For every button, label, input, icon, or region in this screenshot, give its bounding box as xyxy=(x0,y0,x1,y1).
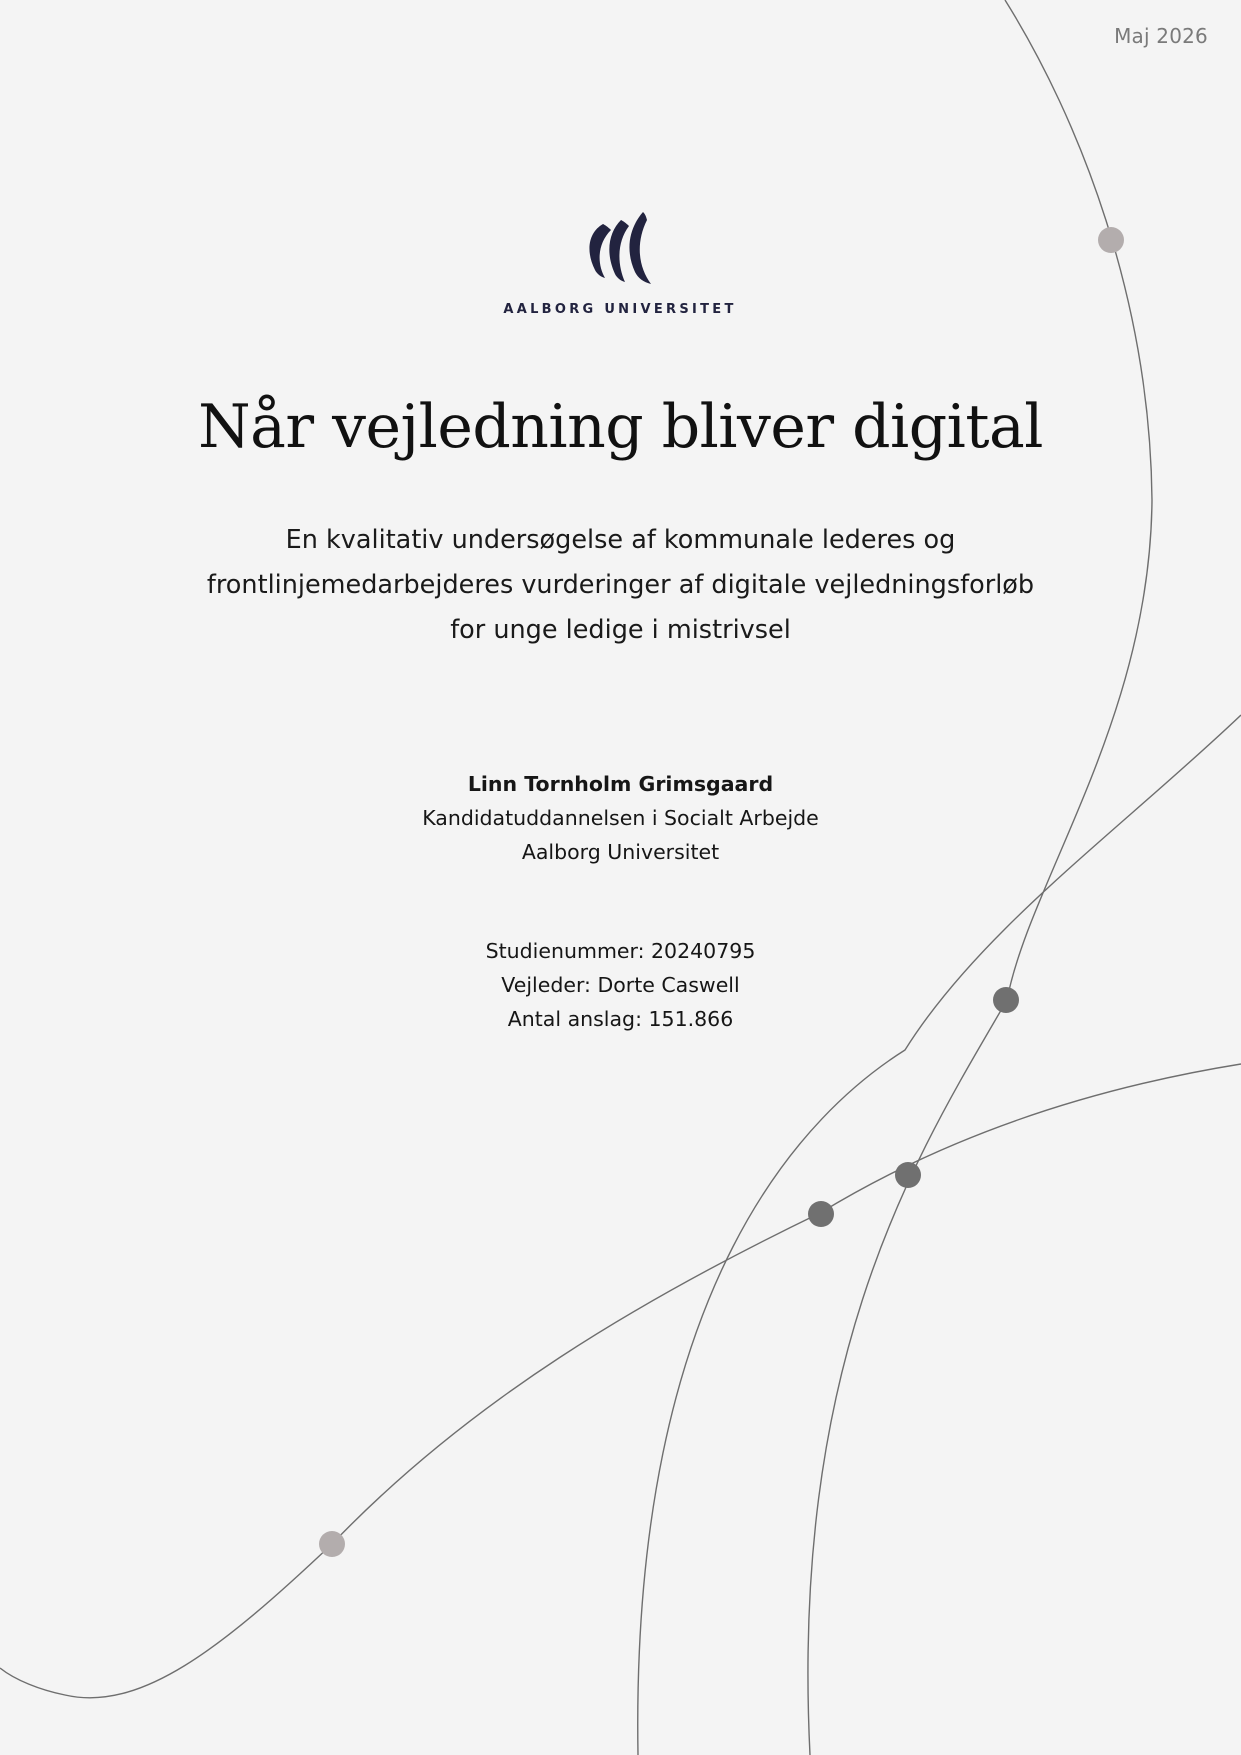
character-count: Antal anslag: 151.866 xyxy=(507,1007,734,1031)
page-title: Når vejledning bliver digital xyxy=(198,392,1043,462)
subtitle xyxy=(190,518,1051,653)
date-label: Maj 2026 xyxy=(1114,24,1208,48)
author-block xyxy=(0,767,1241,869)
curve-line xyxy=(808,0,1152,1755)
subtitle-line: frontlinjemedarbejderes vurderinger af digitale vejledningsforløb xyxy=(206,570,1035,600)
university-name: Aalborg Universitet xyxy=(521,840,720,864)
author-name: Linn Tornholm Grimsgaard xyxy=(467,772,774,796)
network-node xyxy=(1098,227,1124,253)
curve-line xyxy=(0,1064,1241,1698)
supervisor: Vejleder: Dorte Caswell xyxy=(501,973,740,997)
network-node xyxy=(319,1531,345,1557)
aau-waves-icon xyxy=(583,210,657,286)
subtitle-line: En kvalitativ undersøgelse af kommunale lederes og xyxy=(285,525,956,555)
logo-wordmark: AALBORG UNIVERSITET xyxy=(503,302,737,317)
curve-line xyxy=(638,715,1241,1755)
student-number: Studienummer: 20240795 xyxy=(485,939,756,963)
programme-name: Kandidatuddannelsen i Socialt Arbejde xyxy=(422,806,819,830)
info-block xyxy=(0,934,1241,1036)
network-node xyxy=(808,1201,834,1227)
subtitle-line: for unge ledige i mistrivsel xyxy=(450,615,791,645)
university-logo xyxy=(500,210,740,330)
network-node xyxy=(895,1162,921,1188)
